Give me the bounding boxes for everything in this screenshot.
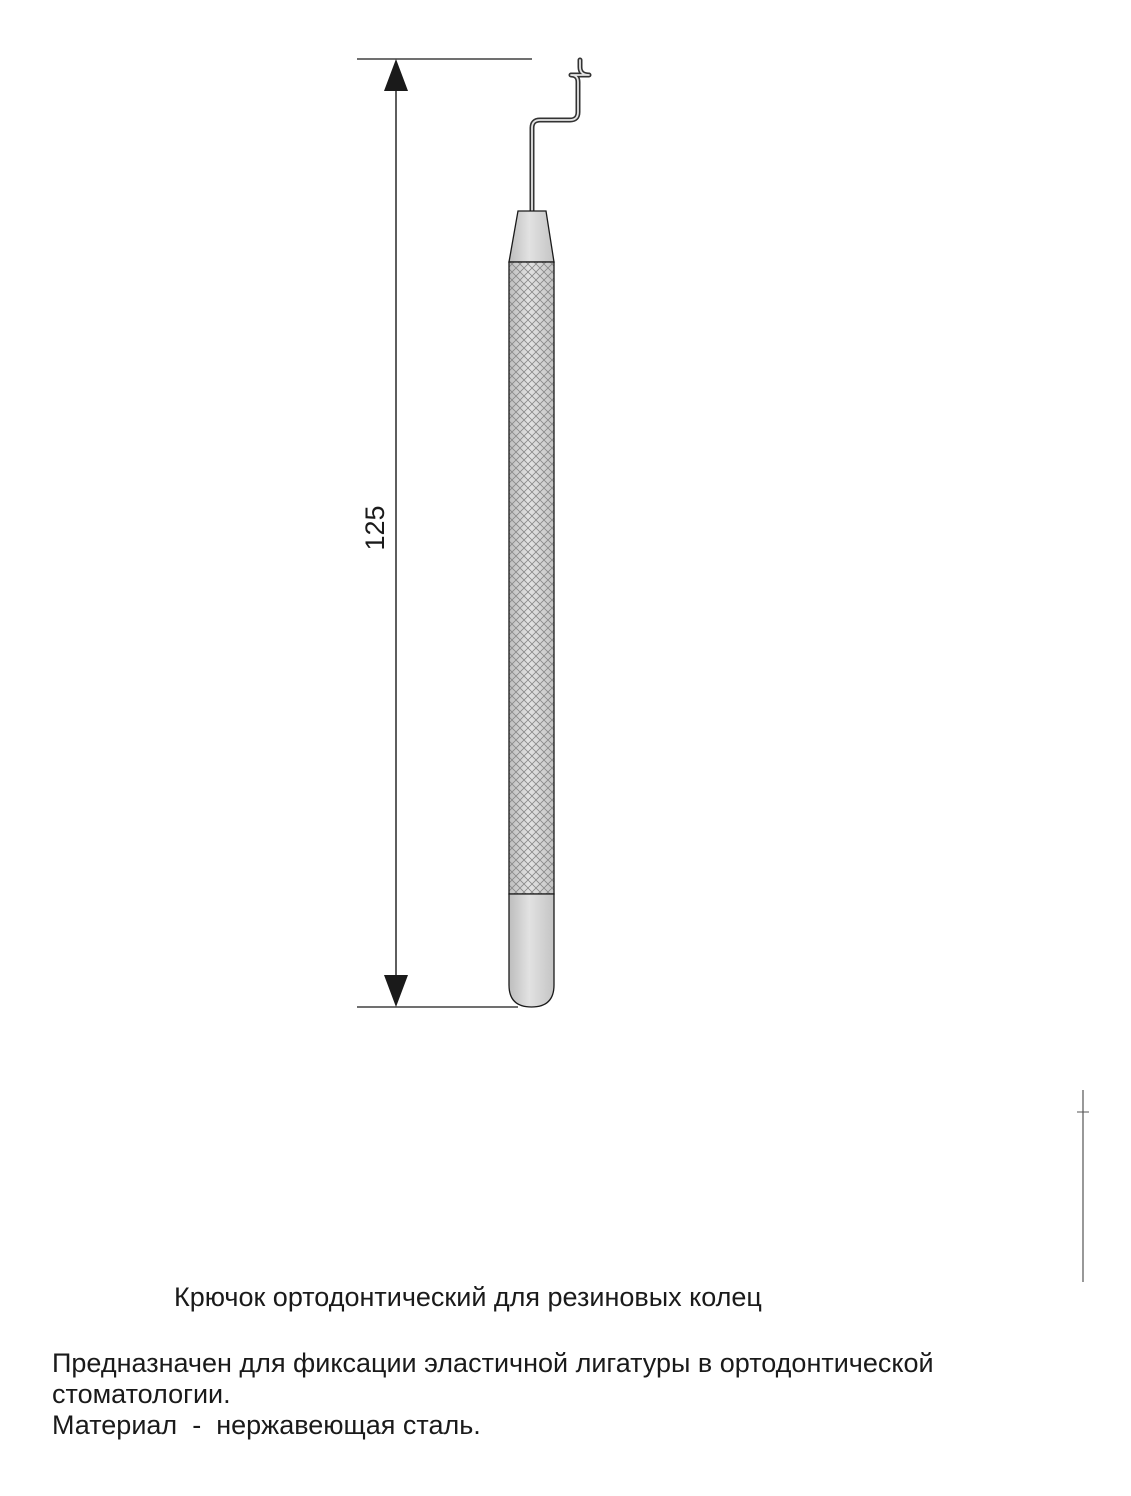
- handle-end: [509, 894, 554, 1007]
- description-block: [52, 1348, 1092, 1441]
- side-margin-mark: [1075, 1090, 1091, 1282]
- dimension-label: 125: [360, 505, 390, 551]
- material-row: [52, 1410, 1092, 1441]
- material-separator: -: [192, 1410, 202, 1440]
- hook-wire: [532, 60, 589, 212]
- dimension-arrow-top-icon: [384, 59, 408, 91]
- material-label: Материал: [52, 1410, 178, 1440]
- purpose-text: Предназначен для фиксации эластичной лигатуры в ортодонтической стоматологии.: [52, 1348, 934, 1409]
- dimension-arrow-bottom-icon: [384, 975, 408, 1007]
- material-value: нержавеющая сталь.: [216, 1410, 481, 1440]
- handle-taper: [509, 211, 554, 262]
- figure-caption: Крючок ортодонтический для резиновых колец: [174, 1282, 762, 1312]
